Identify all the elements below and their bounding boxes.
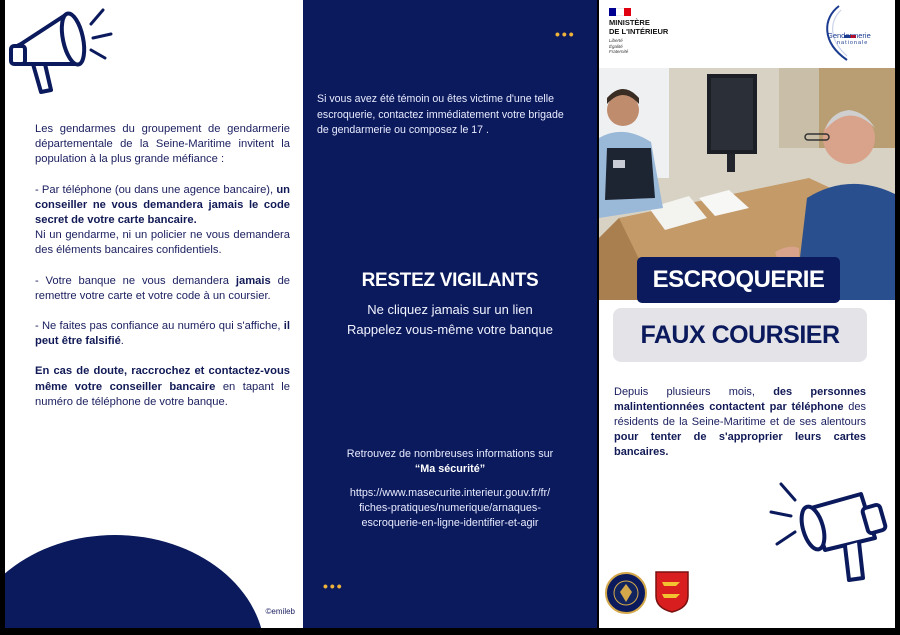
marianne-flag-icon	[609, 8, 631, 16]
ministry-logo	[609, 8, 699, 55]
vigilance-title: RESTEZ VIGILANTS	[361, 270, 539, 291]
info-url-3[interactable]: escroquerie-en-ligne-identifier-et-agir	[361, 517, 539, 529]
advice-line-2: Rappelez vous-même votre banque	[347, 322, 553, 337]
motto-fraternite: Fraternité	[609, 49, 629, 54]
tip-bank-tail: de remettre votre carte et votre code à un coursier.	[35, 274, 291, 302]
motto-liberte: Liberté	[609, 38, 623, 43]
info-url-1[interactable]: https://www.masecurite.interieur.gouv.fr/fr/	[349, 487, 551, 499]
panel-left	[5, 0, 303, 628]
tip-number-tail: .	[120, 335, 124, 348]
tip-doubt-bold: En cas de doute, raccrochez et contactez-vous même votre conseiller bancaire	[35, 365, 290, 393]
dots-bottom: •••	[323, 578, 344, 594]
info-site	[303, 462, 597, 477]
credit: ©emileb	[265, 607, 295, 616]
ministry-name	[609, 19, 699, 36]
coat-of-arms-icon	[654, 570, 690, 614]
info-intro: Retrouvez de nombreuses informations sur	[346, 448, 554, 460]
title-faux-coursier: FAUX COURSIER	[613, 308, 867, 362]
warning-text	[35, 122, 290, 425]
scam-description	[614, 385, 866, 460]
title-escroquerie: ESCROQUERIE	[637, 257, 840, 303]
info-url-2[interactable]: fiches-pratiques/numerique/arnaques-	[359, 502, 541, 514]
tip-phone-bold: un conseiller ne vous demandera jamais le code secret de votre carte bancaire.	[35, 183, 290, 227]
tip-phone	[35, 183, 290, 259]
tip-bank-lead: - Votre banque ne vous demandera	[35, 274, 230, 287]
panel-right	[599, 0, 895, 628]
decorative-blob	[5, 535, 265, 628]
motto-egalite: Égalité	[609, 43, 623, 49]
tip-phone-tail: Ni un gendarme, ni un policier ne vous demandera des éléments bancaires confidentiels.	[35, 229, 290, 257]
panel-middle	[303, 0, 597, 628]
gendarmerie-subtitle: nationale	[837, 40, 869, 46]
tip-doubt	[35, 364, 290, 410]
tip-number-lead: - Ne faites pas confiance au numéro qui s'affiche,	[35, 320, 281, 333]
tip-phone-lead: - Par téléphone (ou dans une agence bancaire),	[35, 183, 274, 196]
megaphone-icon	[767, 478, 891, 588]
tip-number-bold: il peut être falsifié	[35, 320, 291, 348]
info-site-name: “Ma sécurité”	[414, 463, 486, 475]
scam-description-bold-2: pour tenter de s'approprier leurs cartes bancaires.	[614, 431, 866, 458]
scam-description-bold-1: des personnes malintentionnées contactent par téléphone	[614, 386, 867, 413]
ministry-name-line-1: MINISTÈRE	[609, 18, 650, 27]
ministry-name-line-2: DE L'INTÉRIEUR	[609, 26, 669, 36]
dots-top: •••	[555, 26, 576, 42]
advice-line-1: Ne cliquez jamais sur un lien	[367, 302, 533, 317]
intro-text: Les gendarmes du groupement de gendarmerie départementale de la Seine-Maritime invitent la population à la plus grande méfiance :	[35, 123, 290, 166]
tip-bank-bold: jamais	[235, 274, 271, 287]
tip-doubt-tail: en tapant le numéro de téléphone de votre banque.	[35, 380, 290, 408]
tip-number	[35, 319, 290, 349]
scam-description-mid: des résidents de la Seine-Maritime et de ses alentours	[614, 401, 866, 428]
gendarmerie-name: Gendarmerie	[827, 31, 871, 40]
ministry-motto	[609, 38, 699, 55]
megaphone-icon	[7, 2, 117, 102]
unit-emblem-icon	[605, 572, 647, 614]
report-instructions: Si vous avez été témoin ou êtes victime d'une telle escroquerie, contactez immédiatement votre brigade de gendarmerie ou composez le 17 .	[317, 93, 564, 136]
tip-bank	[35, 274, 290, 304]
scam-description-lead: Depuis plusieurs mois,	[614, 386, 755, 398]
